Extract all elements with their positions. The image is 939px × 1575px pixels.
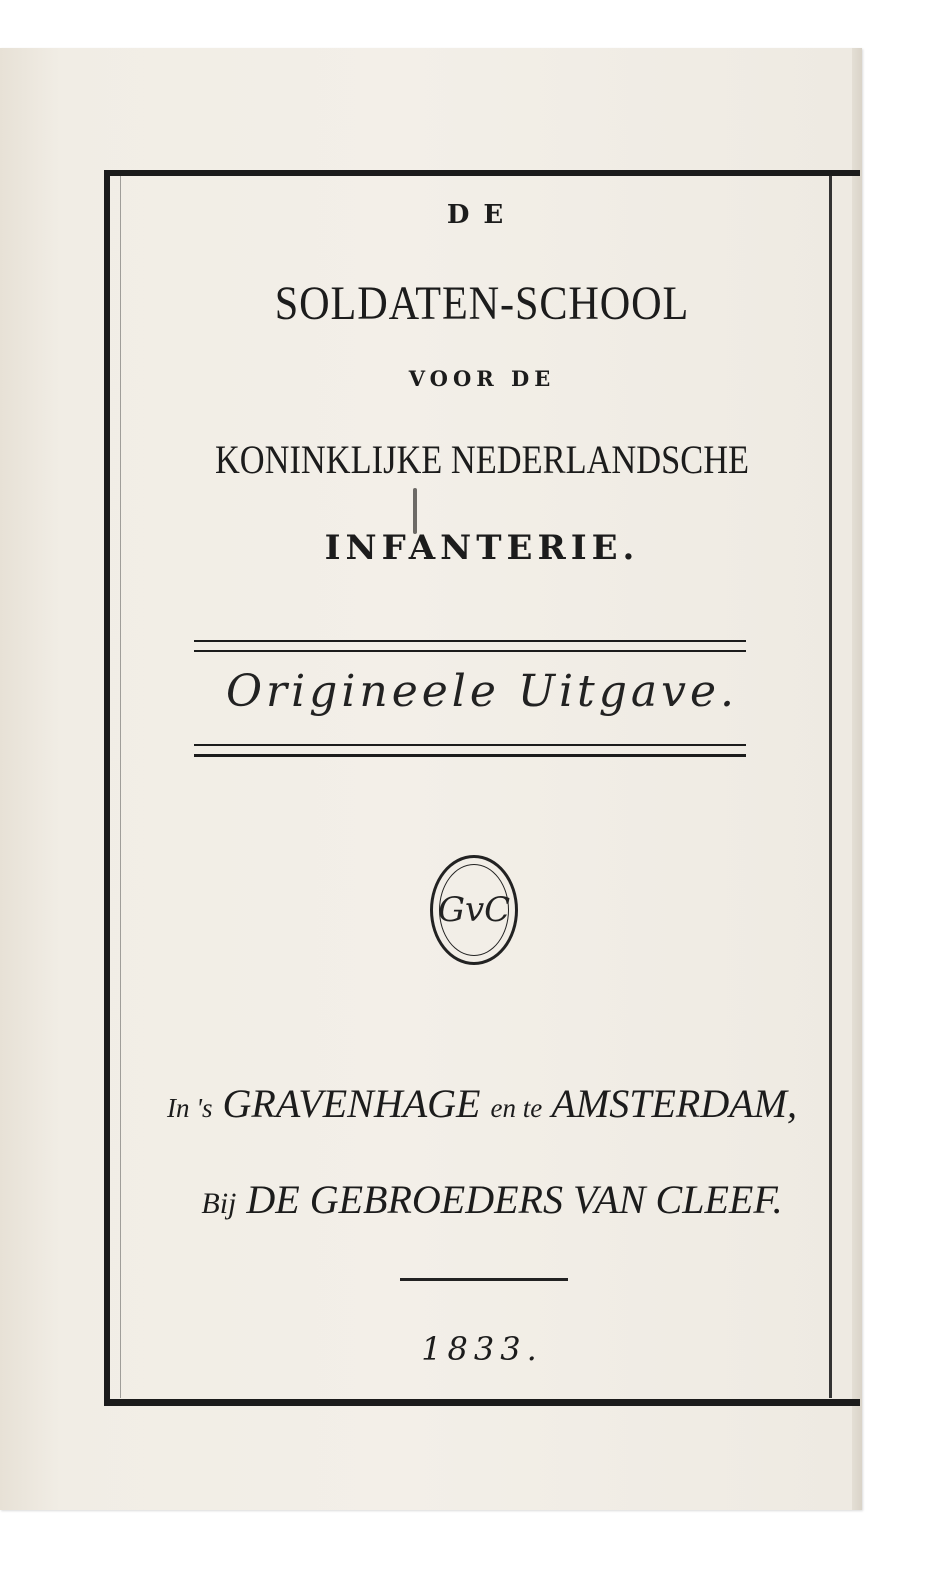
- imprint-line-1: [104, 1080, 860, 1127]
- handwritten-note: Origineele Uitgave.: [225, 666, 739, 717]
- publication-year: 1833.: [421, 1330, 543, 1368]
- imprint-publisher: DE GEBROEDERS VAN CLEEF.: [246, 1177, 783, 1222]
- subtitle-line-2: INFANTERIE.: [324, 528, 640, 568]
- imprint-line-2: [104, 1176, 860, 1223]
- monogram-stamp: [430, 855, 518, 965]
- imprint-bij: Bij: [201, 1187, 237, 1220]
- imprint-city-1: GRAVENHAGE: [222, 1081, 481, 1126]
- book-title: SOLDATEN-SCHOOL: [274, 277, 690, 330]
- title-preposition: VOOR DE: [408, 366, 556, 391]
- imprint-prefix: In 's: [166, 1093, 213, 1123]
- double-rule-top-2: [194, 650, 746, 652]
- double-rule-bottom-1: [194, 744, 746, 746]
- double-rule-top-1: [194, 640, 746, 642]
- title-article: DE: [446, 200, 518, 230]
- short-rule: [400, 1278, 568, 1281]
- subtitle-line-1: KONINKLIJKE NEDERLANDSCHE: [214, 437, 750, 482]
- monogram-stamp-inner: GvC: [439, 864, 509, 956]
- double-rule-bottom-2: [194, 754, 746, 757]
- imprint-city-2: AMSTERDAM,: [551, 1081, 797, 1126]
- imprint-conjunction: en te: [490, 1093, 543, 1123]
